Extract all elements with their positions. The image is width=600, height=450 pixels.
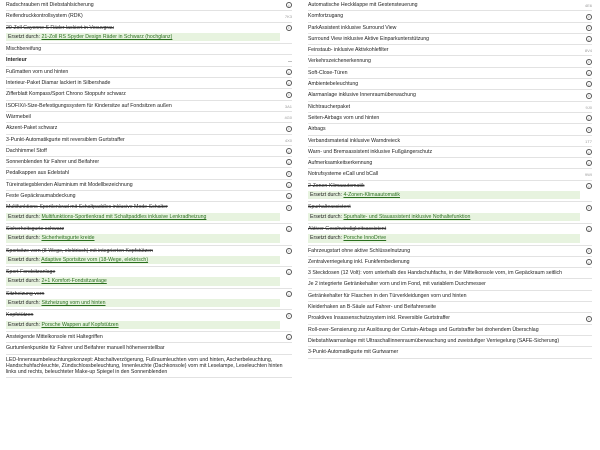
equipment-row	[308, 158, 592, 169]
equipment-label: Feste Gepäckraumabdeckung	[6, 193, 76, 200]
equipment-label: Diebstahlwarnanlage mit Ultraschallinnenraumüberwachung und zweistufiger Verriegelung (SAFE-Sicherung)	[308, 337, 560, 344]
equipment-row	[308, 113, 592, 124]
equipment-row	[6, 157, 292, 168]
equipment-row	[6, 78, 292, 89]
equipment-item	[6, 2, 286, 8]
replacement-label: Ersetzt durch:	[8, 33, 41, 40]
equipment-item	[308, 327, 592, 333]
info-icon[interactable]: i	[586, 248, 592, 254]
equipment-label: 3-Punkt-Automatikgurte mit Gurtwarner	[308, 349, 399, 356]
equipment-row	[6, 224, 292, 246]
info-icon[interactable]: i	[286, 2, 292, 8]
replacement-label: Ersetzt durch:	[8, 213, 41, 220]
equipment-label: Sport-Fondsitzanlage	[6, 269, 56, 276]
equipment-label: Multifunktions-Sportlenkrad mit Schaltpaddles inklusive Mode-Schalter	[6, 204, 168, 211]
info-icon[interactable]: i	[286, 148, 292, 154]
equipment-label: Getränkehalter für Flaschen in den Türverkleidungen vorn und hinten	[308, 292, 467, 299]
equipment-row	[308, 224, 592, 246]
equipment-item	[308, 204, 586, 221]
option-code: 4E6	[584, 3, 592, 8]
info-icon[interactable]: i	[586, 160, 592, 166]
equipment-item	[6, 57, 280, 63]
replacement-note	[308, 191, 580, 199]
equipment-item	[6, 114, 280, 120]
equipment-label: ParkAssistent inklusive Surround View	[308, 24, 397, 31]
equipment-row	[308, 313, 592, 324]
equipment-label: Zentralverriegelung inkl. Funkfernbedienung	[308, 258, 410, 265]
replacement-label: Ersetzt durch:	[8, 300, 41, 307]
equipment-item	[6, 269, 286, 286]
equipment-row	[308, 124, 592, 135]
info-icon[interactable]: i	[586, 81, 592, 87]
equipment-item	[308, 104, 580, 110]
equipment-item	[308, 2, 580, 8]
info-icon[interactable]: i	[586, 149, 592, 155]
equipment-row	[308, 68, 592, 79]
equipment-row	[6, 332, 292, 343]
equipment-item	[308, 338, 592, 344]
replacement-note	[308, 234, 580, 242]
equipment-item	[308, 349, 592, 355]
replacement-link[interactable]: 21-Zoll RS Spyder Design Räder in Schwarz (hochglanz)	[41, 33, 173, 40]
info-icon[interactable]: i	[286, 159, 292, 165]
info-icon[interactable]: i	[586, 70, 592, 76]
equipment-row	[308, 147, 592, 158]
option-code: 9WI	[584, 172, 592, 178]
equipment-item	[308, 13, 586, 19]
equipment-row	[308, 90, 592, 101]
equipment-row	[308, 291, 592, 302]
equipment-item	[308, 281, 592, 287]
equipment-item	[308, 315, 586, 321]
equipment-item	[6, 80, 286, 86]
equipment-item	[308, 81, 586, 87]
equipment-row	[6, 11, 292, 22]
info-icon[interactable]: i	[286, 171, 292, 177]
equipment-item	[308, 70, 586, 76]
equipment-item	[6, 159, 286, 165]
equipment-row	[308, 169, 592, 180]
info-icon[interactable]: i	[286, 193, 292, 199]
replacement-note	[6, 234, 280, 242]
equipment-row	[308, 23, 592, 34]
equipment-row	[6, 146, 292, 157]
equipment-label: Wärmebeil	[6, 113, 31, 120]
equipment-row	[6, 343, 292, 354]
info-icon[interactable]: i	[586, 59, 592, 65]
equipment-row	[308, 136, 592, 147]
info-icon[interactable]: i	[286, 205, 292, 211]
info-icon[interactable]: i	[286, 126, 292, 132]
equipment-row	[308, 45, 592, 56]
equipment-item	[6, 312, 286, 329]
option-code: 4X0	[284, 137, 292, 143]
option-code: 3A1	[284, 103, 292, 109]
info-icon[interactable]: i	[286, 25, 292, 31]
equipment-item	[6, 357, 292, 376]
equipment-item	[6, 345, 292, 351]
section-title: Interieur	[6, 57, 27, 64]
equipment-item	[308, 149, 586, 155]
replacement-label: Ersetzt durch:	[310, 213, 343, 220]
equipment-row	[6, 246, 292, 268]
equipment-label: Ambientebeleuchtung	[308, 81, 359, 88]
option-code: 4G0	[284, 114, 292, 120]
replacement-note	[6, 277, 280, 285]
equipment-row	[308, 347, 592, 358]
equipment-row	[308, 56, 592, 67]
collapse-toggle[interactable]: —	[288, 58, 292, 64]
replacement-label: Ersetzt durch:	[8, 256, 41, 263]
equipment-label: Alarmanlage inklusive Innenraumüberwachung	[308, 92, 416, 99]
equipment-item	[6, 13, 280, 19]
equipment-rows-left	[6, 0, 292, 378]
equipment-label: Proaktives Insassenschutzsystem inkl. Reversible Gurtstraffer	[308, 315, 451, 322]
equipment-item	[308, 183, 586, 200]
info-icon[interactable]: i	[286, 248, 292, 254]
option-code: 7K3	[284, 14, 292, 20]
replacement-link[interactable]: Sitzheizung vorn und hinten	[41, 300, 106, 307]
equipment-item	[6, 182, 286, 188]
replacement-link[interactable]: Multifunktions-Sportlenkrad mit Schaltpaddles inklusive Lenkradheizung	[41, 213, 207, 220]
replacement-note	[308, 213, 580, 221]
equipment-row	[6, 180, 292, 191]
equipment-row	[6, 355, 292, 379]
equipment-label: Radschrauben mit Diebstahlsicherung	[6, 2, 94, 8]
equipment-label: Kopfstützen	[6, 312, 34, 319]
equipment-row	[308, 302, 592, 313]
equipment-item	[308, 304, 592, 310]
equipment-label: Feinstaub- inklusive Aktivkohlefilter	[308, 47, 389, 54]
equipment-label: Fußmatten vorn und hinten	[6, 68, 69, 75]
equipment-item	[6, 91, 286, 97]
replacement-label: Ersetzt durch:	[8, 278, 41, 285]
equipment-row	[6, 191, 292, 202]
replacement-label: Ersetzt durch:	[8, 235, 41, 242]
equipment-row	[6, 202, 292, 224]
info-icon[interactable]: i	[586, 205, 592, 211]
equipment-label: Interieur-Paket Diamar lackiert in Silbershade	[6, 80, 111, 87]
equipment-label: Aufmerksamkeitserkennung	[308, 160, 373, 167]
equipment-item	[308, 259, 586, 265]
replacement-link[interactable]: 4-Zonen-Klimaautomatik	[343, 192, 400, 199]
equipment-item	[308, 36, 586, 42]
equipment-row	[6, 101, 292, 112]
equipment-label: 3-Punkt-Automatikgurte mit reversiblem Gurtstraffer	[6, 136, 125, 143]
equipment-label: Zifferblatt Kompass/Sport Chrono Stoppuhr schwarz	[6, 91, 126, 98]
equipment-item	[6, 204, 286, 221]
option-code: 8V4	[584, 48, 592, 54]
equipment-label: Türeinstiegsblenden Aluminium mit Modellbezeichnung	[6, 181, 133, 188]
equipment-item	[6, 170, 286, 176]
info-icon[interactable]: i	[586, 259, 592, 265]
equipment-item	[308, 171, 580, 177]
equipment-item	[308, 248, 586, 254]
equipment-label: Gurtumlenkpunkte für Fahrer und Beifahrer manuell höhenverstellbar	[6, 345, 165, 352]
info-icon[interactable]: i	[586, 25, 592, 31]
equipment-label: Komfortzugang	[308, 13, 344, 20]
equipment-item	[308, 293, 592, 299]
equipment-row	[6, 135, 292, 146]
info-icon[interactable]: i	[286, 226, 292, 232]
replacement-link[interactable]: Adaptive Sportsitze vorn (18-Wege, elektrisch)	[41, 256, 149, 263]
info-icon[interactable]: i	[586, 226, 592, 232]
info-icon[interactable]: i	[286, 92, 292, 98]
equipment-item	[308, 226, 586, 243]
equipment-row	[308, 181, 592, 203]
equipment-label: Nichtraucherpaket	[308, 103, 351, 110]
equipment-item	[6, 291, 286, 308]
equipment-item	[6, 125, 286, 131]
equipment-row	[6, 112, 292, 123]
equipment-item	[6, 103, 280, 109]
equipment-item	[6, 193, 286, 199]
equipment-label: 20-Zoll Cayenne S Räder lackiert in Vesuvgrau	[6, 24, 114, 31]
equipment-label: Roll-over-Sensierung zur Auslösung der Curtain-Airbags und Gurtstraffer bei drohendem Überschlag	[308, 326, 539, 333]
equipment-label: Verkehrszeichenerkennung	[308, 58, 371, 65]
info-icon[interactable]: i	[286, 334, 292, 340]
equipment-label: Seiten-Airbags vorn und hinten	[308, 114, 380, 121]
info-icon[interactable]: i	[586, 127, 592, 133]
equipment-label: Sonnenblenden für Fahrer und Beifahrer	[6, 159, 100, 166]
replacement-link[interactable]: Porsche InnoDrive	[343, 235, 387, 242]
equipment-item	[308, 270, 592, 276]
equipment-row	[308, 79, 592, 90]
equipment-row	[308, 246, 592, 257]
equipment-label: Surround View inklusive Aktive Einparkunterstützung	[308, 35, 430, 42]
equipment-item	[308, 138, 580, 144]
equipment-item	[6, 334, 286, 340]
equipment-row	[308, 257, 592, 268]
replacement-note	[6, 299, 280, 307]
equipment-row	[6, 267, 292, 289]
replacement-note	[6, 321, 280, 329]
replacement-note	[6, 33, 280, 41]
equipment-row	[6, 67, 292, 78]
option-code: 9J0	[585, 104, 592, 110]
equipment-label: Verbandsmaterial inklusive Warndreieck	[308, 137, 401, 144]
option-code: 1T7	[585, 138, 592, 144]
info-icon[interactable]: i	[286, 80, 292, 86]
equipment-item	[308, 92, 586, 98]
equipment-label: Pedalkappen aus Edelstahl	[6, 170, 69, 177]
info-icon[interactable]: i	[286, 291, 292, 297]
equipment-label: Ansteigende Mittelkonsole mit Haltegriffen	[6, 333, 103, 340]
equipment-label: Spurhalteassistent	[308, 204, 351, 211]
equipment-row	[308, 11, 592, 22]
replacement-label: Ersetzt durch:	[310, 235, 343, 242]
equipment-label: LED-Innenraumbeleuchtungskonzept: Abschaltverzögerung, Fußraumleuchten vorn und hinten, Ascherbeleuchtung, Handschuhfachleuchte, Zündschlossbeleuchtung, Innenleuchte (Dachkonsole) vorn mit Leselampe, Leseleuchten hinten links und rechts, beleuchteter Make-up Spiegel in den Sonnenblenden	[6, 356, 283, 376]
equipment-row	[308, 34, 592, 45]
replacement-note	[6, 256, 280, 264]
equipment-item	[6, 25, 286, 42]
equipment-row	[308, 268, 592, 279]
equipment-label: Soft-Close-Türen	[308, 69, 348, 76]
info-icon[interactable]: i	[286, 269, 292, 275]
equipment-label: Fahrzeugstart ohne aktive Schlüsselnutzung	[308, 247, 411, 254]
equipment-row	[6, 0, 292, 11]
info-icon[interactable]: i	[586, 183, 592, 189]
equipment-row	[308, 0, 592, 11]
info-icon[interactable]: i	[586, 14, 592, 20]
equipment-item	[6, 46, 292, 52]
replacement-link[interactable]: Sicherheitsgurte kreide	[41, 235, 95, 242]
equipment-label: ISOFIX/i-Size-Befestigungssystem für Kindersitze auf Fondsitzen außen	[6, 102, 172, 109]
equipment-row	[6, 44, 292, 55]
equipment-row	[6, 289, 292, 311]
replacement-link[interactable]: 2+1 Komfort-Fondsitzanlage	[41, 278, 107, 285]
info-icon[interactable]: i	[586, 93, 592, 99]
equipment-item	[6, 148, 286, 154]
equipment-label: Akzent-Paket schwarz	[6, 125, 58, 132]
equipment-rows-right	[308, 0, 592, 359]
equipment-label: Sportsitze vorn (8-Wege, elektrisch) mit integrierten Kopfstützen	[6, 247, 153, 254]
info-icon[interactable]: i	[586, 115, 592, 121]
replacement-label: Ersetzt durch:	[8, 321, 41, 328]
info-icon[interactable]: i	[586, 36, 592, 42]
equipment-label: Je 2 integrierte Getränkehalter vorn und im Fond, mit variablem Durchmesser	[308, 281, 486, 288]
equipment-label: Sitzheizung vorn	[6, 290, 45, 297]
equipment-item	[6, 69, 286, 75]
equipment-label: Warn- und Bremsassistent inklusive Fußgängerschutz	[308, 148, 433, 155]
info-icon[interactable]: i	[586, 316, 592, 322]
equipment-label: Airbags	[308, 126, 326, 133]
equipment-label: 2-Zonen-Klimaautomatik	[308, 182, 365, 189]
section-header	[6, 55, 292, 66]
replacement-link[interactable]: Spurhalte- und Stauassistent inklusive Nothaltefunktion	[343, 213, 471, 220]
equipment-label: Automatische Heckklappe mit Gestensteuerung	[308, 2, 418, 8]
replacement-link[interactable]: Porsche Wappen auf Kopfstützen	[41, 321, 119, 328]
equipment-item	[308, 115, 586, 121]
equipment-item	[308, 126, 586, 132]
info-icon[interactable]: i	[286, 182, 292, 188]
equipment-row	[308, 336, 592, 347]
equipment-label: Reifendruckkontrollsystem (RDK)	[6, 13, 83, 20]
equipment-item	[308, 25, 586, 31]
replacement-label: Ersetzt durch:	[310, 192, 343, 199]
equipment-row	[308, 325, 592, 336]
equipment-row	[6, 23, 292, 45]
equipment-item	[308, 160, 586, 166]
info-icon[interactable]: i	[286, 313, 292, 319]
equipment-item	[6, 137, 280, 143]
equipment-label: Aktiver Geschwindigkeitsassistent	[308, 225, 387, 232]
equipment-item	[308, 58, 586, 64]
equipment-item	[6, 226, 286, 243]
equipment-label: Sicherheitsgurte schwarz	[6, 225, 64, 232]
equipment-label: Kleiderhaken an B-Säule auf Fahrer- und Beifahrerseite	[308, 304, 437, 311]
equipment-row	[6, 310, 292, 332]
equipment-row	[308, 102, 592, 113]
replacement-note	[6, 213, 280, 221]
equipment-column-right	[300, 0, 600, 450]
equipment-label: Notrufsysteme eCall und bCall	[308, 171, 379, 178]
equipment-item	[308, 47, 580, 53]
equipment-row	[6, 123, 292, 134]
equipment-label: 3 Steckdosen (12 Volt): vorn unterhalb des Handschuhfachs, in der Mittelkonsole vorn, im Gepäckraum seitlich	[308, 270, 563, 277]
equipment-row	[6, 168, 292, 179]
equipment-label: Mischbereifung	[6, 46, 42, 53]
equipment-row	[6, 89, 292, 100]
equipment-row	[308, 202, 592, 224]
equipment-item	[6, 248, 286, 265]
equipment-row	[308, 279, 592, 290]
info-icon[interactable]: i	[286, 69, 292, 75]
equipment-label: Dachhimmel Stoff	[6, 147, 47, 154]
